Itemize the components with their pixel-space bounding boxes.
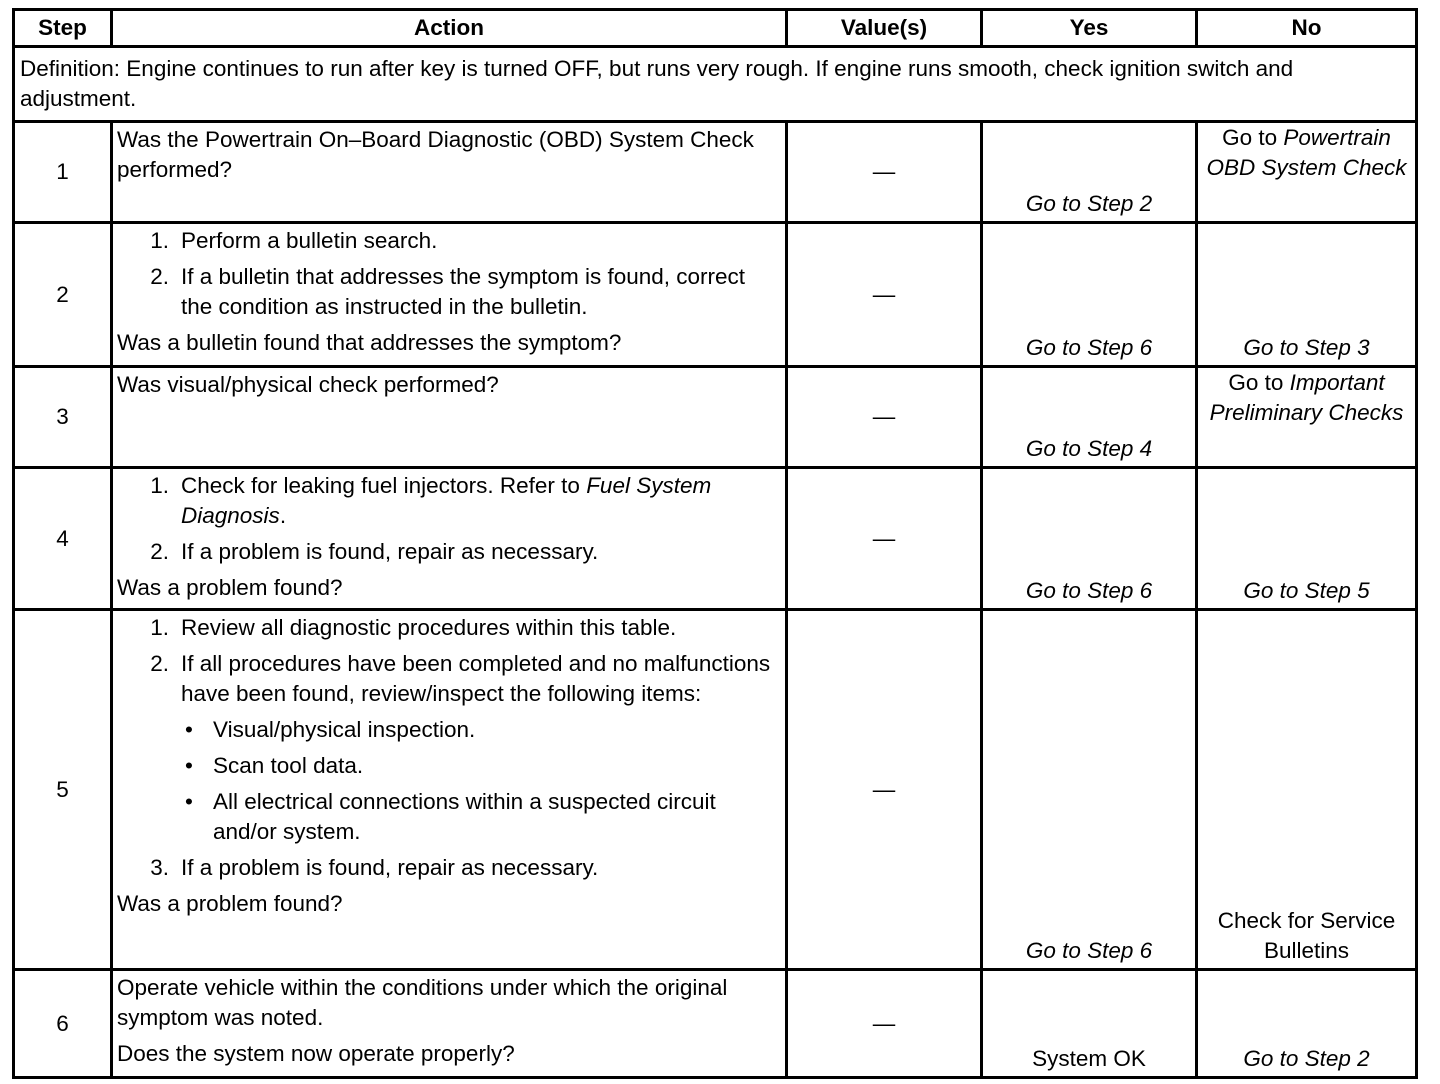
- action-cell: [112, 610, 787, 970]
- table-row: [14, 367, 1417, 468]
- action-cell: [112, 970, 787, 1078]
- yes-cell: Go to Step 2: [982, 122, 1197, 223]
- bullet-list: [181, 715, 781, 847]
- value-cell: —: [787, 610, 982, 970]
- list-text: Perform a bulletin search.: [181, 228, 438, 253]
- no-cell: Go to Step 2: [1197, 970, 1417, 1078]
- list-item: [117, 537, 781, 567]
- action-question: Was a problem found?: [117, 575, 343, 600]
- list-number: 2.: [150, 651, 169, 676]
- step-number: 4: [14, 468, 112, 610]
- no-link-text: Important Preliminary Checks: [1209, 370, 1404, 425]
- reference-text: Fuel System Diagnosis: [181, 473, 712, 528]
- value-cell: —: [787, 367, 982, 468]
- action-list: [117, 471, 781, 567]
- list-text-suffix: .: [279, 503, 287, 528]
- list-number: 1.: [150, 228, 169, 253]
- list-text: If a problem is found, repair as necessary.: [181, 539, 599, 564]
- action-question: Does the system now operate properly?: [117, 1041, 515, 1066]
- no-link-text: Powertrain OBD System Check: [1206, 125, 1407, 180]
- value-cell: —: [787, 970, 982, 1078]
- step-number: 6: [14, 970, 112, 1078]
- list-number: 2.: [150, 539, 169, 564]
- value-cell: —: [787, 223, 982, 367]
- list-item: [117, 471, 781, 531]
- bullet-marker: •: [185, 789, 193, 814]
- yes-cell: System OK: [982, 970, 1197, 1078]
- header-no: No: [1197, 10, 1417, 47]
- bullet-text: Scan tool data.: [213, 753, 364, 778]
- list-number: 3.: [150, 855, 169, 880]
- header-step: Step: [14, 10, 112, 47]
- action-list: [117, 226, 781, 322]
- no-cell: Check for Service Bulletins: [1197, 610, 1417, 970]
- yes-cell: Go to Step 6: [982, 223, 1197, 367]
- definition-row: [14, 47, 1417, 122]
- step-number: 3: [14, 367, 112, 468]
- action-text: Operate vehicle within the conditions under which the original symptom was noted.: [117, 975, 728, 1030]
- no-cell: [1197, 122, 1417, 223]
- table-row: [14, 468, 1417, 610]
- no-cell: Go to Step 3: [1197, 223, 1417, 367]
- yes-cell: Go to Step 4: [982, 367, 1197, 468]
- list-text: If a bulletin that addresses the symptom is found, correct the condition as instructed in the bulletin.: [181, 264, 746, 319]
- value-cell: —: [787, 468, 982, 610]
- yes-cell: Go to Step 6: [982, 468, 1197, 610]
- step-number: 1: [14, 122, 112, 223]
- value-cell: —: [787, 122, 982, 223]
- no-prefix: Go to: [1222, 125, 1284, 150]
- list-number: 1.: [150, 615, 169, 640]
- list-text: If all procedures have been completed and no malfunctions have been found, review/inspect the following items:: [181, 651, 771, 706]
- no-prefix: Go to: [1228, 370, 1290, 395]
- bullet-marker: •: [185, 753, 193, 778]
- action-cell: [112, 367, 787, 468]
- list-item: [117, 649, 781, 847]
- bullet-marker: •: [185, 717, 193, 742]
- list-text-prefix: Check for leaking fuel injectors. Refer to: [181, 473, 587, 498]
- yes-cell: Go to Step 6: [982, 610, 1197, 970]
- bullet-item: [181, 751, 781, 781]
- list-text: Review all diagnostic procedures within this table.: [181, 615, 677, 640]
- list-text: If a problem is found, repair as necessary.: [181, 855, 599, 880]
- action-question: Was visual/physical check performed?: [117, 372, 499, 397]
- list-item: [117, 262, 781, 322]
- action-question: Was the Powertrain On–Board Diagnostic (OBD) System Check performed?: [117, 127, 754, 182]
- list-text: [181, 471, 781, 531]
- header-row: [14, 10, 1417, 47]
- step-number: 2: [14, 223, 112, 367]
- action-cell: [112, 468, 787, 610]
- no-cell: Go to Step 5: [1197, 468, 1417, 610]
- list-item: [117, 853, 781, 883]
- bullet-item: [181, 715, 781, 745]
- header-action: Action: [112, 10, 787, 47]
- table-row: [14, 223, 1417, 367]
- table-row: [14, 970, 1417, 1078]
- no-cell: [1197, 367, 1417, 468]
- list-item: [117, 226, 781, 256]
- header-yes: Yes: [982, 10, 1197, 47]
- list-text-group: [181, 649, 781, 847]
- step-number: 5: [14, 610, 112, 970]
- action-question: Was a bulletin found that addresses the symptom?: [117, 330, 622, 355]
- list-item: [117, 613, 781, 643]
- definition-text: Definition: Engine continues to run after key is turned OFF, but runs very rough. If engine runs smooth, check ignition switch and adjustment.: [14, 47, 1417, 122]
- list-number: 1.: [150, 473, 169, 498]
- action-cell: [112, 122, 787, 223]
- table-row: [14, 610, 1417, 970]
- bullet-text: Visual/physical inspection.: [213, 717, 476, 742]
- bullet-text: All electrical connections within a suspected circuit and/or system.: [213, 789, 716, 844]
- header-values: Value(s): [787, 10, 982, 47]
- action-list: [117, 613, 781, 883]
- list-number: 2.: [150, 264, 169, 289]
- action-question: Was a problem found?: [117, 891, 343, 916]
- diagnostic-table: [12, 8, 1418, 1079]
- table-row: [14, 122, 1417, 223]
- bullet-item: [181, 787, 781, 847]
- action-cell: [112, 223, 787, 367]
